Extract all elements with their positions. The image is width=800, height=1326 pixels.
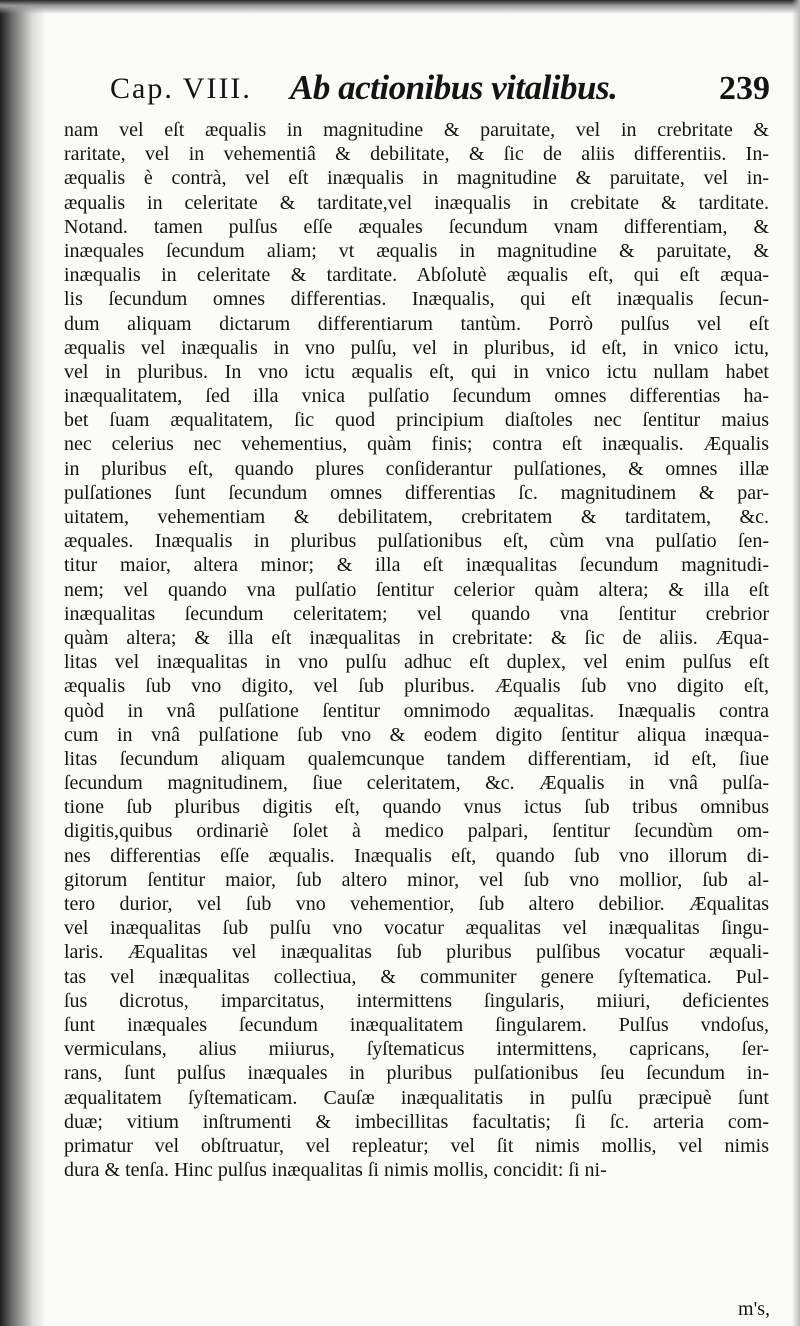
text-line: tione ſub pluribus digitis eſt, quando vnus ictus ſub tribus omnibus (64, 796, 769, 819)
text-line: vel in pluribus. In vno ictu æqualis eſt, qui in vnico ictu nullam habet (64, 360, 769, 383)
text-line: cum in vnâ pulſatione ſub vno & eodem digito ſentitur aliqua inæqua- (64, 723, 769, 746)
text-line: duæ; vitium inſtrumenti & imbecillitas facultatis; ſi ſc. arteria com- (64, 1110, 769, 1133)
text-line: lis ſecundum omnes differentias. Inæqualis, qui eſt inæqualis ſecun- (64, 288, 769, 311)
text-line: uitatem, vehementiam & debilitatem, crebritatem & tarditatem, &c. (64, 506, 769, 528)
text-line: æqualitatem ſyſtematicam. Cauſæ inæqualitatis in pulſu præcipuè ſunt (64, 1086, 769, 1109)
text-line: ſecundum magnitudinem, ſiue celeritatem, &c. Æqualis in vnâ pulſa- (64, 772, 769, 795)
catchword: m's, (738, 1298, 770, 1320)
right-edge-shadow (792, 0, 800, 1326)
top-edge-shadow (0, 0, 800, 14)
text-line: digitis,quibus ordinariè ſolet à medico palpari, ſentitur ſecundùm om- (64, 820, 769, 843)
text-line: tero durior, vel ſub vno vehementior, ſub altero debilior. Æqualitas (64, 893, 769, 915)
text-line: nes differentias eſſe æqualis. Inæqualis eſt, quando ſub vno illorum di- (64, 844, 769, 867)
text-line: primatur vel obſtruatur, vel repleatur; vel ſit nimis mollis, vel nimis (64, 1134, 769, 1157)
text-line: raritate, vel in vehementiâ & debilitate, & ſic de aliis differentiis. In- (64, 143, 769, 166)
text-line: æqualis in celeritate & tarditate,vel inæqualis in crebitate & tarditate. (64, 191, 769, 214)
text-line: dum aliquam dictarum differentiarum tantùm. Porrò pulſus vel eſt (64, 312, 769, 335)
text-line: vel inæqualitas ſub pulſu vno vocatur æqualitas vel inæqualitas ſingu- (64, 917, 769, 940)
text-line: quàm altera; & illa eſt inæqualitas in crebritate: & ſic de aliis. Æqua- (64, 626, 769, 649)
text-line: ſus dicrotus, imparcitatus, intermittens ſingularis, miiuri, deficientes (64, 989, 769, 1012)
text-line: æqualis vel inæqualis in vno pulſu, vel in pluribus, id eſt, in vnico ictu, (64, 336, 769, 359)
page-number: 239 (719, 70, 770, 107)
text-line: rans, ſunt pulſus inæquales in pluribus pulſationibus ſeu ſecundum in- (64, 1062, 769, 1085)
text-line: nem; vel quando vna pulſatio ſentitur celerior quàm altera; & illa eſt (64, 578, 769, 601)
binding-shadow (0, 0, 46, 1326)
running-title: Ab actionibus vitalibus. (290, 68, 618, 107)
text-line: inæquales ſecundum aliam; vt æqualis in magnitudine & paruitate, & (64, 239, 769, 262)
text-line: æqualis ſub vno digito, vel ſub pluribus. Æqualis ſub vno digito eſt, (64, 675, 769, 698)
text-line: litas vel inæqualitas in vno pulſu adhuc eſt duplex, vel enim pulſus eſt (64, 651, 769, 674)
body-text (64, 118, 769, 1182)
text-line: litas ſecundum aliquam qualemcunque tandem differentiam, id eſt, ſiue (64, 747, 769, 770)
text-line: æqualis è contrà, vel eſt inæqualis in magnitudine & paruitate, vel in- (64, 167, 769, 190)
text-line: ſunt inæquales ſecundum inæqualitatem ſingularem. Pulſus vndoſus, (64, 1013, 769, 1036)
text-line: dura & tenſa. Hinc pulſus inæqualitas ſi nimis mollis, concidit: ſi ni- (64, 1159, 607, 1182)
text-line: vermiculans, alius miiurus, ſyſtematicus intermittens, capricans, ſer- (64, 1038, 769, 1061)
text-line: bet ſuam æqualitatem, ſic quod principium diaſtoles nec ſentitur maius (64, 409, 769, 432)
text-line: titur maior, altera minor; & illa eſt inæqualitas ſecundum magnitudi- (64, 554, 769, 577)
text-line: tas vel inæqualitas collectiua, & communiter genere ſyſtematica. Pul- (64, 965, 769, 988)
text-line: gitorum ſentitur maior, ſub altero minor, vel ſub vno mollior, ſub al- (64, 868, 769, 891)
text-line: pulſationes ſunt ſecundum omnes differentias ſc. magnitudinem & par- (64, 481, 769, 504)
text-line: nam vel eſt æqualis in magnitudine & paruitate, vel in crebritate & (64, 119, 769, 141)
text-line: in pluribus eſt, quando plures conſiderantur pulſationes, & omnes illæ (64, 457, 769, 480)
text-line: inæqualitas ſecundum celeritatem; vel quando vna ſentitur crebrior (64, 602, 769, 625)
text-line: quòd in vnâ pulſatione ſentitur omnimodo æqualitas. Inæqualis contra (64, 699, 769, 722)
text-line: inæqualis in celeritate & tarditate. Abſolutè æqualis eſt, qui eſt æqua- (64, 264, 769, 287)
text-line: laris. Æqualitas vel inæqualitas ſub pluribus pulſibus vocatur æquali- (64, 941, 769, 964)
running-header (110, 68, 770, 118)
text-line: nec celerius nec vehementius, quàm finis; contra eſt inæqualis. Æqualis (64, 433, 769, 456)
text-line: inæqualitatem, ſed illa vnica pulſatio ſecundum omnes differentias ha- (64, 385, 769, 408)
text-line: Notand. tamen pulſus eſſe æquales ſecundum vnam differentiam, & (64, 215, 769, 238)
text-line: æquales. Inæqualis in pluribus pulſationibus eſt, cùm vna pulſatio ſen- (64, 530, 769, 553)
chapter-label: Cap. VIII. (110, 72, 252, 105)
